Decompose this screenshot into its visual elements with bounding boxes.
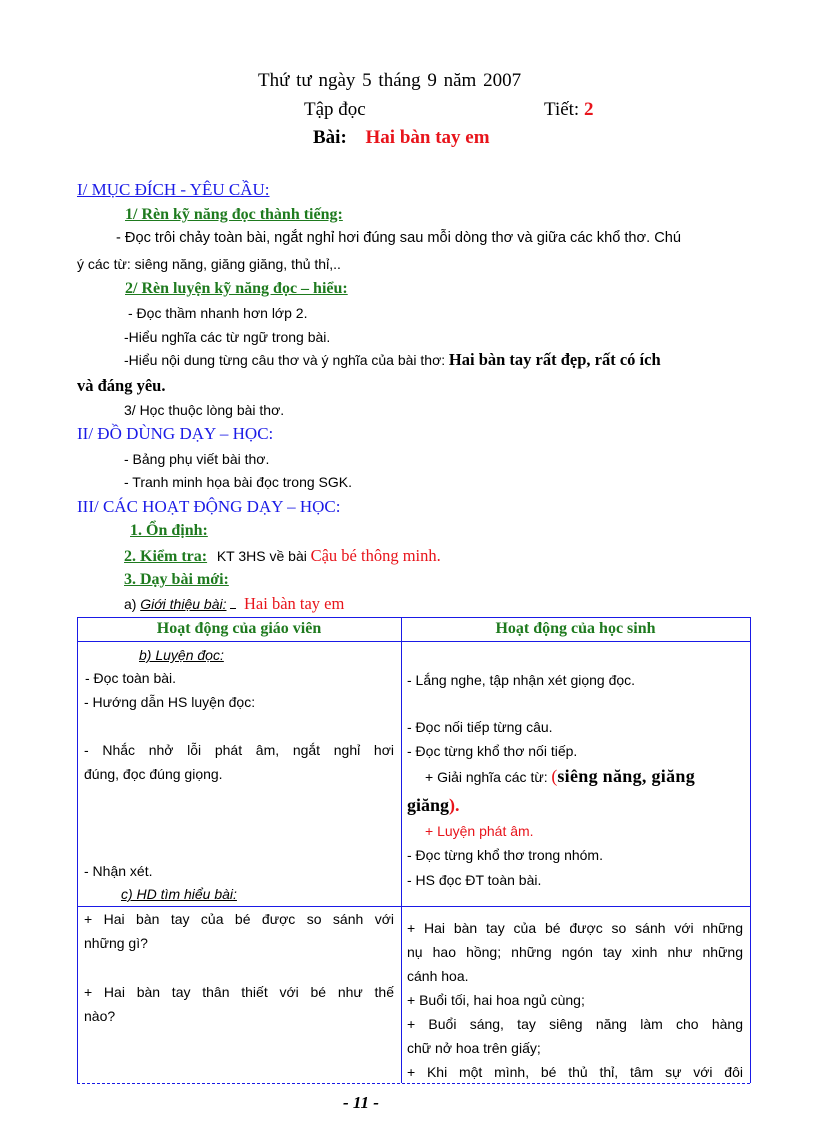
section1-sub2-line3: [124, 350, 661, 370]
student-s4-close: ).: [449, 795, 460, 815]
section2-line2: - Tranh minh họa bài đọc trong SGK.: [124, 474, 353, 490]
teacher-t4: - Nhận xét.: [84, 863, 153, 879]
teacher-q1a: + Hai bàn tay của bé được so sánh với: [84, 911, 394, 927]
student-a3a: + Buổi sáng, tay siêng năng làm cho hàng: [407, 1016, 743, 1032]
section1-sub1-line1: - Đọc trôi chảy toàn bài, ngắt nghỉ hơi đúng sau mỗi dòng thơ và giữa các khổ thơ. Chú: [116, 230, 681, 246]
teacher-t3b: đúng, đọc đúng giọng.: [84, 766, 223, 782]
section1-sub2-line3-emphasis: Hai bàn tay rất đẹp, rất có ích: [448, 350, 661, 369]
lesson-label: Bài:: [313, 127, 347, 148]
section1-sub3: 3/ Học thuộc lòng bài thơ.: [124, 402, 285, 418]
intro-prefix: a): [124, 596, 137, 612]
col-header-teacher: Hoạt động của giáo viên: [156, 620, 322, 637]
section2-line1: - Bảng phụ viết bài thơ.: [124, 451, 270, 467]
date-line: Thứ tư ngày 5 tháng 9 năm 2007: [258, 70, 522, 91]
student-a3b: chữ nở hoa trên giấy;: [407, 1040, 541, 1056]
student-a1b: nụ hao hồng; những ngón tay xinh như những: [407, 944, 743, 960]
step2-text: KT 3HS về bài: [216, 548, 307, 564]
intro-line: [124, 594, 344, 614]
col-header-student: Hoạt động của học sinh: [495, 620, 656, 637]
step3: 3. Dạy bài mới:: [124, 571, 229, 588]
subject-label: Tập đọc: [304, 99, 366, 120]
teacher-t1: - Đọc toàn bài.: [85, 670, 177, 686]
section1-sub2-title: 2/ Rèn luyện kỹ năng đọc – hiểu:: [125, 280, 348, 297]
section1-sub2-line1: - Đọc thầm nhanh hơn lớp 2.: [128, 305, 308, 321]
student-a1a: + Hai bàn tay của bé được so sánh với những: [407, 920, 743, 936]
student-s2: - Đọc nối tiếp từng câu.: [407, 719, 553, 735]
student-s4: [425, 766, 695, 787]
step2: [124, 546, 441, 566]
student-s4-words: siêng năng, giăng: [557, 766, 695, 786]
section1-sub2-line3-text: -Hiểu nội dung từng câu thơ và ý nghĩa của bài thơ:: [124, 352, 446, 368]
section1-sub2-line2: -Hiểu nghĩa các từ ngữ trong bài.: [124, 329, 331, 345]
teacher-t2: - Hướng dẫn HS luyện đọc:: [84, 694, 256, 710]
student-s4-open: (: [551, 766, 558, 786]
section1-title: I/ MỤC ĐÍCH - YÊU CẦU:: [77, 180, 270, 199]
student-s3: - Đọc từng khổ thơ nối tiếp.: [407, 743, 578, 759]
student-a2: + Buổi tối, hai hoa ngủ cùng;: [407, 992, 585, 1008]
student-s7: - HS đọc ĐT toàn bài.: [407, 872, 542, 888]
lesson-heading: [313, 127, 490, 149]
section2-title: II/ ĐỒ DÙNG DẠY – HỌC:: [77, 424, 274, 443]
period: [544, 99, 593, 121]
student-s6: - Đọc từng khổ thơ trong nhóm.: [407, 847, 603, 863]
teacher-q1b: những gì?: [84, 935, 148, 951]
page-bottom-divider: [77, 1083, 750, 1084]
student-s4-prefix: + Giải nghĩa các từ:: [425, 769, 548, 785]
period-label: Tiết:: [544, 99, 580, 120]
step1: 1. Ổn định:: [130, 522, 208, 539]
section1-sub1-title: 1/ Rèn kỹ năng đọc thành tiếng:: [125, 206, 343, 223]
teacher-c-title: c) HD tìm hiểu bài:: [121, 886, 237, 902]
teacher-t3a: - Nhắc nhở lỗi phát âm, ngắt nghỉ hơi: [84, 742, 394, 758]
section1-sub2-line4: và đáng yêu.: [77, 376, 166, 395]
section1-sub1-line2: ý các từ: siêng năng, giăng giăng, thủ thỉ,..: [77, 256, 341, 272]
student-s4-words-b: giăng: [407, 795, 450, 815]
teacher-q2a: + Hai bàn tay thân thiết với bé như thế: [84, 984, 394, 1000]
student-s4-cont: [407, 795, 460, 816]
section3-title: III/ CÁC HOẠT ĐỘNG DẠY – HỌC:: [77, 497, 341, 516]
student-s5: + Luyện phát âm.: [425, 823, 534, 839]
student-s1: - Lắng nghe, tập nhận xét giọng đọc.: [407, 672, 636, 688]
student-a4: + Khi một mình, bé thủ thỉ, tâm sự với đôi: [407, 1064, 743, 1080]
lesson-title: Hai bàn tay em: [365, 127, 490, 148]
page-number: - 11 -: [343, 1093, 379, 1112]
step2-label: 2. Kiểm tra:: [124, 548, 208, 565]
intro-title: Hai bàn tay em: [244, 594, 345, 613]
intro-label: Giới thiệu bài:: [140, 596, 227, 612]
teacher-q2b: nào?: [84, 1008, 116, 1024]
period-value: 2: [583, 99, 594, 120]
step2-lesson: Cậu bé thông minh.: [310, 546, 441, 565]
student-a1c: cánh hoa.: [407, 968, 469, 984]
teacher-b-title: b) Luyện đọc:: [139, 647, 224, 663]
